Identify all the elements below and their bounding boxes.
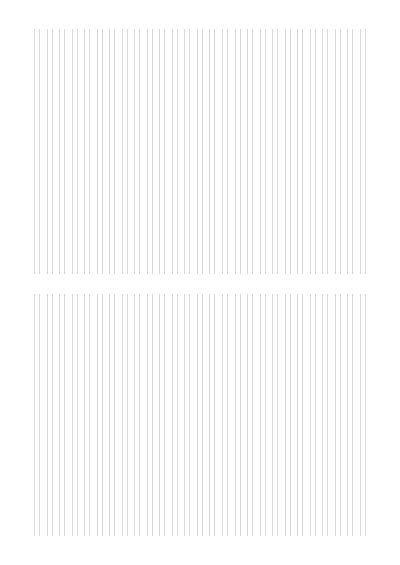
upper-text-column xyxy=(310,29,316,274)
upper-text-column xyxy=(235,29,241,274)
upper-text-column xyxy=(47,29,53,274)
upper-text-column xyxy=(59,29,65,274)
upper-text-column xyxy=(184,29,190,274)
lower-text-column xyxy=(159,294,165,536)
lower-text-column xyxy=(335,294,341,536)
upper-text-column xyxy=(72,29,78,274)
lower-text-column xyxy=(235,294,241,536)
upper-text-column xyxy=(209,29,215,274)
lower-text-column xyxy=(47,294,53,536)
lower-text-column xyxy=(122,294,128,536)
lower-text-column xyxy=(310,294,316,536)
lower-text-column xyxy=(97,294,103,536)
upper-text-column xyxy=(159,29,165,274)
upper-text-column xyxy=(84,29,90,274)
upper-text-column xyxy=(360,29,366,274)
upper-text-column-block xyxy=(34,29,366,274)
upper-text-column xyxy=(172,29,178,274)
upper-text-column xyxy=(260,29,266,274)
lower-text-column xyxy=(260,294,266,536)
lower-text-column xyxy=(297,294,303,536)
lower-text-column xyxy=(34,294,40,536)
upper-vertical-text-columns xyxy=(34,29,366,274)
upper-text-column xyxy=(34,29,40,274)
lower-text-column xyxy=(197,294,203,536)
lower-text-column xyxy=(347,294,353,536)
lower-text-column xyxy=(247,294,253,536)
lower-text-column xyxy=(272,294,278,536)
upper-text-column xyxy=(285,29,291,274)
lower-text-column xyxy=(59,294,65,536)
lower-text-column xyxy=(134,294,140,536)
upper-text-column xyxy=(197,29,203,274)
upper-text-column xyxy=(247,29,253,274)
upper-text-column xyxy=(272,29,278,274)
upper-text-column xyxy=(122,29,128,274)
lower-text-column xyxy=(72,294,78,536)
lower-text-column xyxy=(184,294,190,536)
lower-text-column xyxy=(109,294,115,536)
lower-text-column xyxy=(360,294,366,536)
upper-text-column xyxy=(134,29,140,274)
upper-text-column xyxy=(222,29,228,274)
lower-text-column xyxy=(84,294,90,536)
upper-text-column xyxy=(97,29,103,274)
lower-text-column xyxy=(285,294,291,536)
upper-text-column xyxy=(335,29,341,274)
upper-text-column xyxy=(347,29,353,274)
lower-text-column xyxy=(322,294,328,536)
lower-text-column xyxy=(147,294,153,536)
upper-text-column xyxy=(147,29,153,274)
upper-text-column xyxy=(109,29,115,274)
upper-text-column xyxy=(297,29,303,274)
upper-text-column xyxy=(322,29,328,274)
lower-text-column xyxy=(209,294,215,536)
lower-text-column-block xyxy=(34,294,366,536)
lower-vertical-text-columns xyxy=(34,294,366,536)
lower-text-column xyxy=(222,294,228,536)
lower-text-column xyxy=(172,294,178,536)
